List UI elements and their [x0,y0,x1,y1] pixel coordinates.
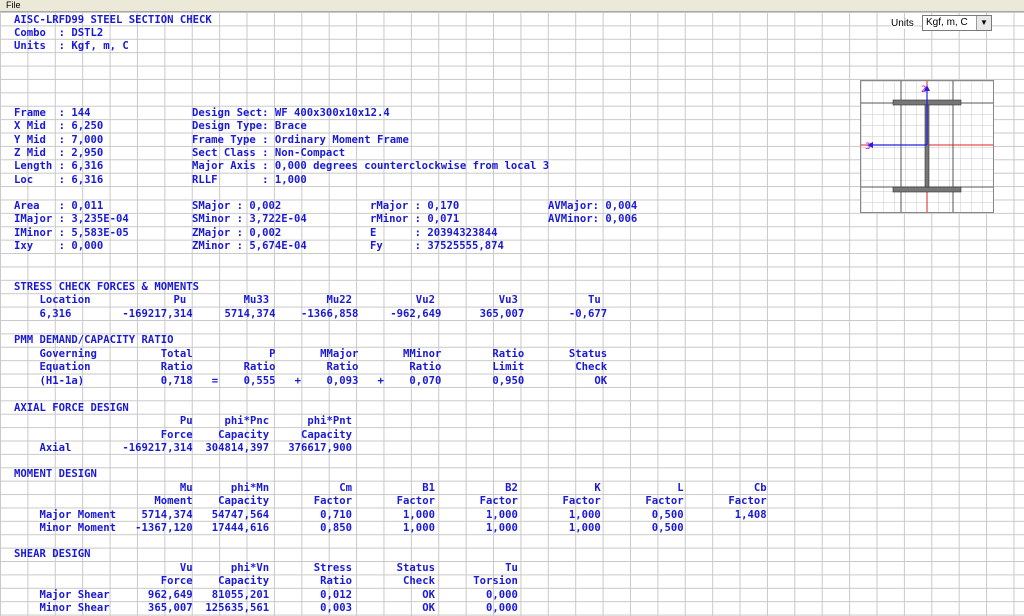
axial-header-2: Force Capacity Capacity [14,429,353,441]
shear-header-2: Force Capacity Ratio Check Torsion [14,575,518,587]
units-label: Units [891,18,914,29]
moment-row-minor: Minor Moment -1367,120 17444,616 0,850 1,000 1,000 1,000 0,500 [14,522,684,534]
rllf-line: RLLF : 1,000 [192,174,307,186]
bottom-flange [893,187,961,192]
frame-line: Frame : 144 [14,107,91,119]
report-title: AISC-LRFD99 STEEL SECTION CHECK [14,14,212,26]
avminor-line: AVMinor: 0,006 [548,213,638,225]
shear-header-1: Vu phi*Vn Stress Status Tu [14,562,518,574]
sect-class-line: Sect Class : Non-Compact [192,147,346,159]
avmajor-line: AVMajor: 0,004 [548,200,638,212]
pmm-row: (H1-1a) 0,718 = 0,555 + 0,093 + 0,070 0,950 OK [14,375,608,387]
shear-row-minor: Minor Shear 365,007 125635,561 0,003 OK 0,000 [14,602,518,614]
sminor-line: SMinor : 3,722E-04 [192,213,307,225]
area-line: Area : 0,011 [14,200,104,212]
frame-type-line: Frame Type : Ordinary Moment Frame [192,134,409,146]
moment-header-1: Mu phi*Mn Cm B1 B2 K L Cb [14,482,767,494]
stress-title: STRESS CHECK FORCES & MOMENTS [14,281,199,293]
stress-row: 6,316 -169217,314 5714,374 -1366,858 -962,649 365,007 -0,677 [14,308,608,320]
z-mid-line: Z Mid : 2,950 [14,147,104,159]
x-mid-line: X Mid : 6,250 [14,120,104,132]
rmajor-line: rMajor : 0,170 [370,200,460,212]
combo-line: Combo : DSTL2 [14,27,104,39]
design-sect-line: Design Sect: WF 400x300x10x12.4 [192,107,390,119]
shear-title: SHEAR DESIGN [14,548,91,560]
stress-header: Location Pu Mu33 Mu22 Vu2 Vu3 Tu [14,294,601,306]
design-type-line: Design Type: Brace [192,120,307,132]
moment-title: MOMENT DESIGN [14,468,97,480]
y-mid-line: Y Mid : 7,000 [14,134,104,146]
shear-row-major: Major Shear 962,649 81055,201 0,012 OK 0,000 [14,589,518,601]
axis-3-label: 3 [865,142,871,152]
loc-line: Loc : 6,316 [14,174,104,186]
axial-row: Axial -169217,314 304814,397 376617,900 [14,442,353,454]
zminor-line: ZMinor : 5,674E-04 [192,240,307,252]
menu-bar [0,0,1024,12]
pmm-header-2: Equation Ratio Ratio Ratio Ratio Limit Check [14,361,608,373]
moment-header-2: Moment Capacity Factor Factor Factor Factor Factor Factor [14,495,767,507]
ixy-line: Ixy : 0,000 [14,240,104,252]
units-line: Units : Kgf, m, C [14,40,129,52]
axis-2-label: 2 [921,85,927,95]
axial-header-1: Pu phi*Pnc phi*Pnt [14,415,353,427]
imajor-line: IMajor : 3,235E-04 [14,213,129,225]
units-dropdown[interactable] [922,15,992,31]
pmm-title: PMM DEMAND/CAPACITY RATIO [14,334,174,346]
fy-line: Fy : 37525555,874 [370,240,504,252]
section-preview [860,80,994,213]
axial-title: AXIAL FORCE DESIGN [14,402,129,414]
file-menu[interactable]: File [6,0,21,10]
units-dropdown-value: Kgf, m, C [926,17,968,28]
chevron-down-icon[interactable]: ▼ [976,16,991,30]
iminor-line: IMinor : 5,583E-05 [14,227,129,239]
pmm-header-1: Governing Total P MMajor MMinor Ratio Status [14,348,608,360]
length-line: Length : 6,316 [14,160,104,172]
major-axis-line: Major Axis : 0,000 degrees counterclockwise from local 3 [192,160,550,172]
e-line: E : 20394323844 [370,227,498,239]
section-preview-drawing [861,81,993,212]
rminor-line: rMinor : 0,071 [370,213,460,225]
moment-row-major: Major Moment 5714,374 54747,564 0,710 1,000 1,000 1,000 0,500 1,408 [14,509,767,521]
zmajor-line: ZMajor : 0,002 [192,227,282,239]
smajor-line: SMajor : 0,002 [192,200,282,212]
